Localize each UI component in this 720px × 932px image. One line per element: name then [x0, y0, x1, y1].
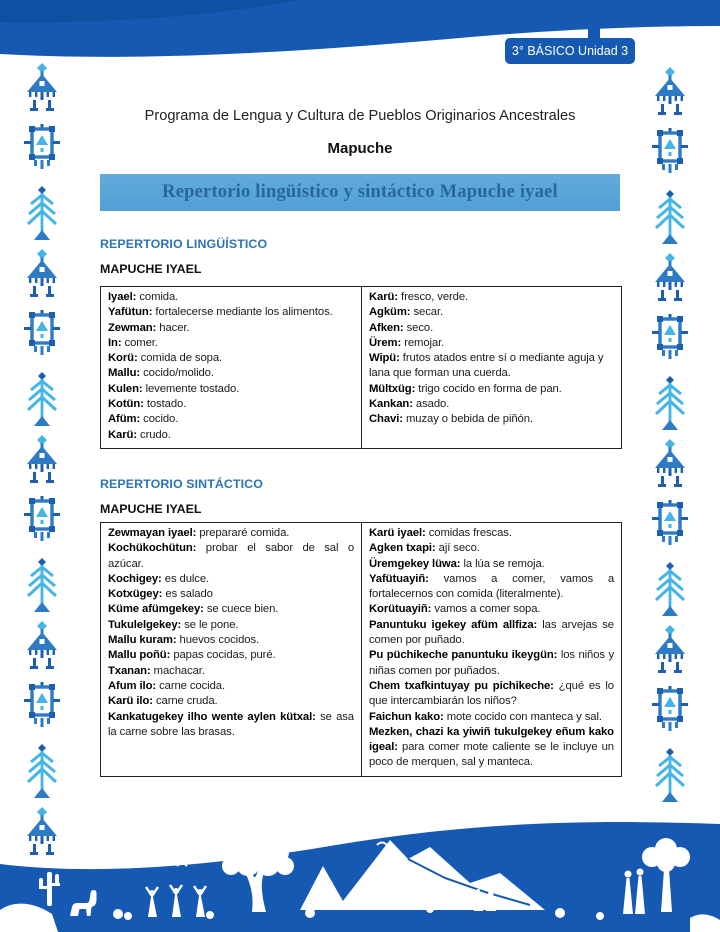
- vocab-entry: Kochükochütun: probar el sabor de sal o azúcar.: [108, 542, 354, 570]
- vocab-entry: Pu püchikeche panuntuku ikeygün: los niños y niñas comen por puñados.: [369, 649, 614, 677]
- vocab-entry: Wipü: frutos atados entre sí o mediante aguja y lana que forman una cuerda.: [369, 352, 604, 380]
- vocab-entry: Iyael: comida.: [108, 291, 179, 303]
- vocab-entry: Agküm: secar.: [369, 306, 444, 319]
- vocab-entry: Üremgekey lüwa: la lúa se remoja.: [369, 557, 545, 570]
- section-heading-linguistic: REPERTORIO LINGÜÍSTICO: [100, 237, 268, 251]
- vocab-entry: Kankatugekey ilho wente aylen kütxal: se asa la carne sobre las brasas.: [108, 710, 354, 738]
- vocab-entry: Karü iyael: comidas frescas.: [369, 527, 512, 539]
- vocab-entry: Ürem: remojar.: [369, 336, 445, 349]
- vocab-entry: Chavi: muzay o bebida de piñón.: [369, 413, 533, 426]
- vocab-entry: Mallu poñü: papas cocidas, puré.: [108, 649, 276, 662]
- vocab-entry: Korü: comida de sopa.: [108, 352, 223, 365]
- vocab-entry: Kulen: levemente tostado.: [108, 382, 240, 395]
- landscape-illustration: [0, 812, 720, 932]
- vocab-entry: Kotxügey: es salado: [108, 588, 213, 601]
- subheading-mapuche-iyael-1: MAPUCHE IYAEL: [100, 262, 202, 276]
- vocab-entry: Mallu: cocido/molido.: [108, 367, 214, 380]
- vocab-entry: In: comer.: [108, 336, 158, 349]
- vocab-entry: Korütuayiñ: vamos a comer sopa.: [369, 603, 541, 616]
- vocab-entry: Tukulelgekey: se le pone.: [108, 618, 239, 631]
- vocab-entry: Afum ilo: carne cocida.: [108, 679, 225, 692]
- vocab-entry: Agken txapi: ají seco.: [369, 542, 480, 555]
- linguistic-table: [100, 286, 622, 449]
- syntactic-table-left-column: [101, 523, 361, 776]
- linguistic-table-right-column: [361, 287, 621, 448]
- linguistic-table-left-column: [101, 287, 361, 448]
- vocab-entry: Yafütuayiñ: vamos a comer, vamos a fortalecernos con comida (literalmente).: [369, 572, 614, 601]
- banner-title: Repertorio lingüístico y sintáctico Mapuche iyael: [100, 174, 620, 211]
- program-title: Programa de Lengua y Cultura de Pueblos Originarios Ancestrales: [144, 108, 576, 124]
- vocab-entry: Mezken, chazi ka yiwiñ tukulgekey eñum kako igeal: para comer mote caliente se le incluye un poco de merquen, sal y manteca.: [369, 725, 614, 769]
- syntactic-table-right-column: [361, 523, 621, 776]
- vocab-entry: Afken: seco.: [369, 321, 434, 334]
- vocab-entry: Zewmayan iyael: prepararé comida.: [108, 527, 290, 539]
- subheading-mapuche-iyael-2: MAPUCHE IYAEL: [100, 502, 202, 516]
- syntactic-table: [100, 522, 622, 777]
- vocab-entry: Chem txafkintuyay pu pichikeche: ¿qué es lo que intercambiarán los niños?: [369, 679, 614, 708]
- unit-badge: 3° BÁSICO Unidad 3: [505, 38, 635, 64]
- vocab-entry: Küme afümgekey: se cuece bien.: [108, 603, 279, 616]
- vocab-entry: Mültxüg: trigo cocido en forma de pan.: [369, 382, 562, 395]
- vocab-entry: Txanan: machacar.: [108, 664, 205, 677]
- vocab-entry: Karü: fresco, verde.: [369, 291, 469, 303]
- vocab-entry: Karü ilo: carne cruda.: [108, 695, 218, 708]
- vocab-entry: Kankan: asado.: [369, 398, 450, 411]
- right-border-ornament-icon: [652, 66, 688, 856]
- vocab-entry: Afüm: cocido.: [108, 413, 179, 426]
- vocab-entry: Kochigey: es dulce.: [108, 572, 210, 585]
- vocab-entry: Yafütun: fortalecerse mediante los alimentos.: [108, 306, 333, 319]
- culture-title: Mapuche: [327, 140, 393, 157]
- vocab-entry: Kotün: tostado.: [108, 398, 187, 411]
- vocab-entry: Mallu kuram: huevos cocidos.: [108, 634, 260, 647]
- left-border-ornament-icon: [24, 62, 60, 868]
- section-heading-syntactic: REPERTORIO SINTÁCTICO: [100, 477, 263, 491]
- vocab-entry: Karü: crudo.: [108, 428, 171, 441]
- vocab-entry: Zewman: hacer.: [108, 321, 190, 334]
- vocab-entry: Panuntuku igekey afüm allfiza: las arvejas se comen por puñado.: [369, 618, 614, 647]
- vocab-entry: Faichun kako: mote cocido con manteca y sal.: [369, 710, 602, 723]
